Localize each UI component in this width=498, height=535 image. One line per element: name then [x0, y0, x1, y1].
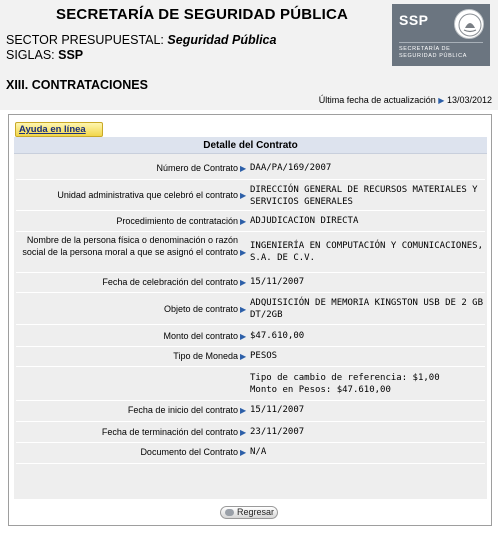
detail-value: 15/11/2007 — [250, 405, 305, 415]
arrow-right-icon: ▶ — [240, 305, 247, 314]
contract-panel — [8, 114, 492, 526]
back-button-label: Regresar — [237, 507, 275, 517]
arrow-right-icon: ▶ — [438, 96, 445, 105]
sector-line — [6, 33, 276, 47]
detail-label: Documento del Contrato — [140, 447, 238, 457]
siglas-value: SSP — [58, 48, 84, 62]
row-divider — [16, 366, 485, 367]
arrow-right-icon: ▶ — [240, 406, 247, 415]
section-title: XIII. CONTRATACIONES — [6, 78, 148, 92]
detail-value: 23/11/2007 — [250, 427, 305, 437]
siglas-line — [6, 48, 83, 62]
detail-label: Objeto de contrato — [163, 304, 238, 314]
arrow-right-icon: ▶ — [240, 278, 247, 287]
siglas-label: SIGLAS: — [6, 48, 55, 62]
arrow-right-icon: ▶ — [240, 332, 247, 341]
detail-label: Fecha de celebración del contrato — [102, 277, 238, 287]
row-divider — [16, 442, 485, 443]
last-update — [319, 95, 492, 105]
ssp-logo — [392, 4, 490, 66]
detail-label: Fecha de terminación del contrato — [101, 427, 238, 437]
arrow-right-icon: ▶ — [240, 191, 247, 200]
row-divider — [16, 421, 485, 422]
help-online-button[interactable]: Ayuda en línea — [15, 122, 103, 137]
arrow-right-icon: ▶ — [240, 248, 247, 257]
logo-acronym: SSP — [399, 12, 429, 28]
detail-label: Unidad administrativa que celebró el contrato — [57, 190, 238, 200]
row-divider — [16, 400, 485, 401]
logo-caption: SECRETARÍA DE SEGURIDAD PÚBLICA — [399, 46, 467, 59]
row-divider — [16, 292, 485, 293]
row-divider — [16, 179, 485, 180]
update-label: Última fecha de actualización — [318, 95, 436, 105]
detail-label: Monto del contrato — [163, 331, 238, 341]
row-divider — [16, 272, 485, 273]
detail-value: INGENIERÍA EN COMPUTACIÓN Y COMUNICACIONES, S.A. DE C.V. — [250, 241, 483, 263]
detail-label: Tipo de Moneda — [173, 351, 238, 361]
contract-detail — [14, 137, 487, 517]
row-divider — [16, 324, 485, 325]
update-date: 13/03/2012 — [446, 95, 492, 105]
detail-value: 15/11/2007 — [250, 277, 305, 287]
detail-label: Procedimiento de contratación — [116, 216, 238, 226]
arrow-right-icon: ▶ — [240, 428, 247, 437]
logo-divider — [399, 42, 483, 43]
detail-label: Número de Contrato — [156, 163, 238, 173]
detail-heading: Detalle del Contrato — [14, 137, 487, 154]
row-divider — [16, 210, 485, 211]
row-divider — [16, 346, 485, 347]
back-button[interactable] — [220, 506, 278, 519]
exchange-rate-value: Tipo de cambio de referencia: $1,00 — [250, 373, 440, 383]
detail-value: PESOS — [250, 351, 278, 361]
amount-pesos-value: Monto en Pesos: $47.610,00 — [250, 385, 391, 395]
arrow-right-icon: ▶ — [240, 448, 247, 457]
detail-value: N/A — [250, 447, 267, 457]
row-divider — [16, 231, 485, 232]
back-icon — [225, 509, 234, 516]
page-title: SECRETARÍA DE SEGURIDAD PÚBLICA — [56, 6, 349, 23]
detail-label: Nombre de la persona física o denominación o razón social de la persona moral a que se asignó el contrato — [22, 235, 238, 257]
sector-value: Seguridad Pública — [167, 33, 277, 47]
detail-value: ADQUISICIÓN DE MEMORIA KINGSTON USB DE 2 GB DT/2GB — [250, 298, 483, 320]
detail-value: DIRECCIÓN GENERAL DE RECURSOS MATERIALES Y SERVICIOS GENERALES — [250, 185, 478, 207]
arrow-right-icon: ▶ — [240, 164, 247, 173]
page-header — [0, 0, 498, 110]
detail-value: DAA/PA/169/2007 — [250, 163, 332, 173]
national-seal-icon — [454, 9, 484, 39]
detail-value: $47.610,00 — [250, 331, 305, 341]
sector-label: SECTOR PRESUPUESTAL: — [6, 33, 164, 47]
row-divider — [16, 463, 485, 464]
detail-label: Fecha de inicio del contrato — [127, 405, 238, 415]
arrow-right-icon: ▶ — [240, 217, 247, 226]
arrow-right-icon: ▶ — [240, 352, 247, 361]
detail-value: ADJUDICACION DIRECTA — [250, 216, 359, 226]
